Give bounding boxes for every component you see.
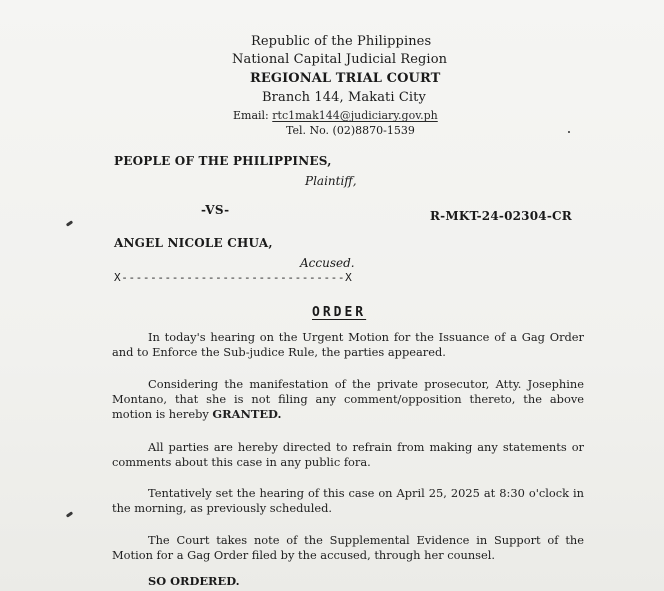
region-line: National Capital Judicial Region: [232, 52, 448, 67]
paragraph-granted: [112, 377, 584, 422]
paragraph-text: In today's hearing on the Urgent Motion for the Issuance of a Gag Order and to Enforce the Sub-judice Rule, the parties appeared.: [112, 330, 584, 359]
versus-label: -VS-: [201, 203, 230, 217]
paragraph-hearing: [112, 330, 584, 360]
granted-text: Considering the manifestation of the private prosecutor, Atty. Josephine Montano, that she is not filing any comment/opposition thereto, the above motion is hereby: [112, 377, 584, 421]
scan-mark: [66, 220, 73, 226]
paragraph-hearing-date: [112, 486, 584, 516]
email-link[interactable]: rtc1mak144@judiciary.gov.ph: [272, 109, 438, 122]
caption-separator: X-------------------------------X: [114, 271, 353, 284]
accused-name: ANGEL NICOLE CHUA,: [114, 236, 273, 250]
order-title: ORDER: [312, 305, 367, 320]
scan-mark: [66, 511, 73, 517]
so-ordered: SO ORDERED.: [148, 574, 240, 588]
paragraph-text: Tentatively set the hearing of this case on April 25, 2025 at 8:30 o'clock in the morning, as previously scheduled.: [112, 486, 584, 515]
case-number: R-MKT-24-02304-CR: [430, 209, 572, 223]
paragraph-text: [112, 377, 584, 422]
accused-role: Accused.: [300, 256, 355, 270]
paragraph-directive: [112, 440, 584, 470]
republic-line: Republic of the Philippines: [251, 34, 432, 49]
branch-line: Branch 144, Makati City: [262, 90, 426, 105]
paragraph-supplemental: [112, 533, 584, 563]
email-line: [233, 109, 438, 122]
paragraph-text: The Court takes note of the Supplemental Evidence in Support of the Motion for a Gag Order filed by the accused, through her counsel.: [112, 533, 584, 562]
plaintiff-role: Plaintiff,: [305, 174, 357, 188]
paragraph-text: All parties are hereby directed to refrain from making any statements or comments about this case in any public fora.: [112, 440, 584, 469]
email-label: Email:: [233, 109, 269, 122]
scan-mark: [568, 131, 571, 134]
tel-line: Tel. No. (02)8870-1539: [286, 124, 415, 137]
plaintiff-name: PEOPLE OF THE PHILIPPINES,: [114, 154, 332, 168]
court-name: REGIONAL TRIAL COURT: [250, 71, 441, 86]
granted-word: GRANTED.: [212, 407, 282, 421]
